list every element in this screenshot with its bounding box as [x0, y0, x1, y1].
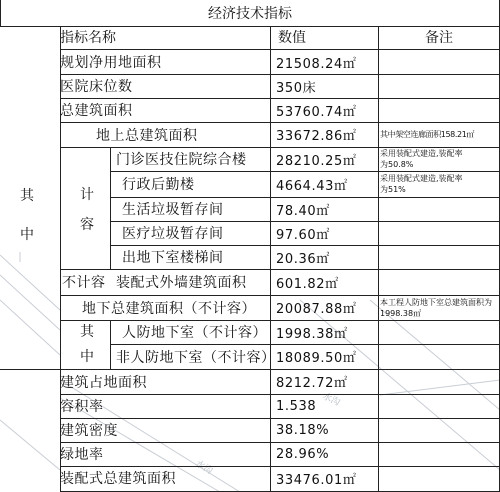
row-value-13: 8212.72㎡	[276, 376, 348, 391]
row-note-4: 采用装配式建造,装配率为50.8%	[380, 149, 463, 169]
header-value: 数值	[278, 30, 306, 46]
grid-line	[110, 221, 500, 222]
grid-line	[60, 98, 500, 99]
row-name-16: 绿地率	[60, 447, 104, 463]
group-bu-ji-rong: 不计容	[62, 275, 106, 291]
row-note-3: 其中架空连廊面积158.21㎡	[380, 130, 474, 139]
grid-line	[110, 197, 500, 198]
row-name-10: 地下总建筑面积（不计容）	[82, 300, 256, 317]
grid-line	[60, 418, 500, 419]
row-name-14: 容积率	[60, 399, 104, 415]
bg-label-1: 水沟	[193, 458, 215, 477]
grid-line	[270, 26, 271, 492]
row-value-11: 1998.38㎡	[276, 326, 348, 342]
row-value-12: 18089.50㎡	[276, 351, 357, 366]
row-value-17: 33476.01㎡	[276, 472, 357, 488]
grid-line	[60, 320, 500, 321]
grid-line	[60, 466, 500, 467]
grid-line	[60, 26, 61, 492]
row-value-9: 601.82㎡	[276, 276, 339, 292]
row-value-0: 21508.24㎡	[276, 56, 357, 72]
grid-line	[0, 26, 500, 27]
grid-line	[60, 147, 500, 148]
row-value-3: 33672.86㎡	[276, 129, 357, 144]
grid-line	[0, 0, 1, 26]
row-name-17: 装配式总建筑面积	[60, 471, 176, 487]
row-value-8: 20.36㎡	[276, 251, 330, 267]
grid-line	[378, 26, 379, 492]
row-name-7: 医疗垃圾暂存间	[122, 226, 224, 242]
grid-line	[110, 320, 111, 369]
grid-line	[60, 49, 500, 50]
grid-line	[60, 442, 500, 443]
row-note-10: 本工程人防地下室总建筑面积为1998.38㎡	[380, 298, 492, 318]
row-name-4: 门诊医技住院综合楼	[116, 152, 247, 168]
bg-label-2: 水沟	[320, 391, 342, 409]
row-name-9: 装配式外墙建筑面积	[116, 275, 247, 291]
group-zhong-outer-2: 中	[20, 227, 35, 243]
row-note-5: 采用装配式建造,装配率为51%	[380, 174, 463, 194]
group-qi-outer-1: 其	[20, 188, 35, 204]
row-name-1: 医院床位数	[60, 79, 133, 95]
row-name-11: 人防地下室（不计容）	[122, 325, 267, 341]
row-name-2: 总建筑面积	[60, 103, 133, 119]
row-value-7: 97.60㎡	[276, 227, 330, 243]
row-value-5: 4664.43㎡	[276, 178, 348, 194]
table-title: 经济技术指标	[208, 6, 292, 22]
row-name-6: 生活垃圾暂存间	[122, 202, 224, 218]
group-qi-inner-1: 其	[80, 324, 95, 340]
row-name-13: 建筑占地面积	[60, 374, 147, 391]
group-zhong-inner-2: 中	[80, 349, 95, 365]
group-ji: 计	[80, 187, 95, 203]
grid-line	[60, 269, 500, 270]
row-value-2: 53760.74㎡	[276, 104, 357, 120]
grid-line	[60, 394, 500, 395]
grid-line	[0, 369, 500, 370]
grid-line	[110, 171, 500, 172]
row-value-10: 20087.88㎡	[276, 302, 357, 317]
group-rong: 容	[80, 217, 95, 233]
row-name-0: 规划净用地面积	[60, 55, 162, 71]
grid-line	[110, 147, 111, 269]
grid-line	[60, 295, 500, 296]
row-value-16: 28.96%	[276, 446, 330, 462]
header-note: 备注	[425, 30, 453, 46]
row-name-5: 行政后勤楼	[122, 177, 195, 193]
row-value-6: 78.40㎡	[276, 203, 330, 219]
row-value-15: 38.18%	[276, 422, 330, 438]
row-name-15: 建筑密度	[60, 423, 118, 439]
row-value-1: 350床	[276, 80, 317, 96]
grid-line	[60, 74, 500, 75]
row-value-14: 1.538	[276, 398, 317, 414]
grid-line	[60, 122, 500, 123]
row-name-3: 地上总建筑面积	[96, 127, 198, 144]
grid-line	[110, 245, 500, 246]
row-name-12: 非人防地下室（不计容）	[116, 349, 276, 366]
row-name-8: 出地下室楼梯间	[122, 250, 224, 266]
header-name: 指标名称	[60, 30, 116, 46]
grid-line	[110, 344, 500, 345]
row-value-4: 28210.25㎡	[276, 153, 357, 169]
